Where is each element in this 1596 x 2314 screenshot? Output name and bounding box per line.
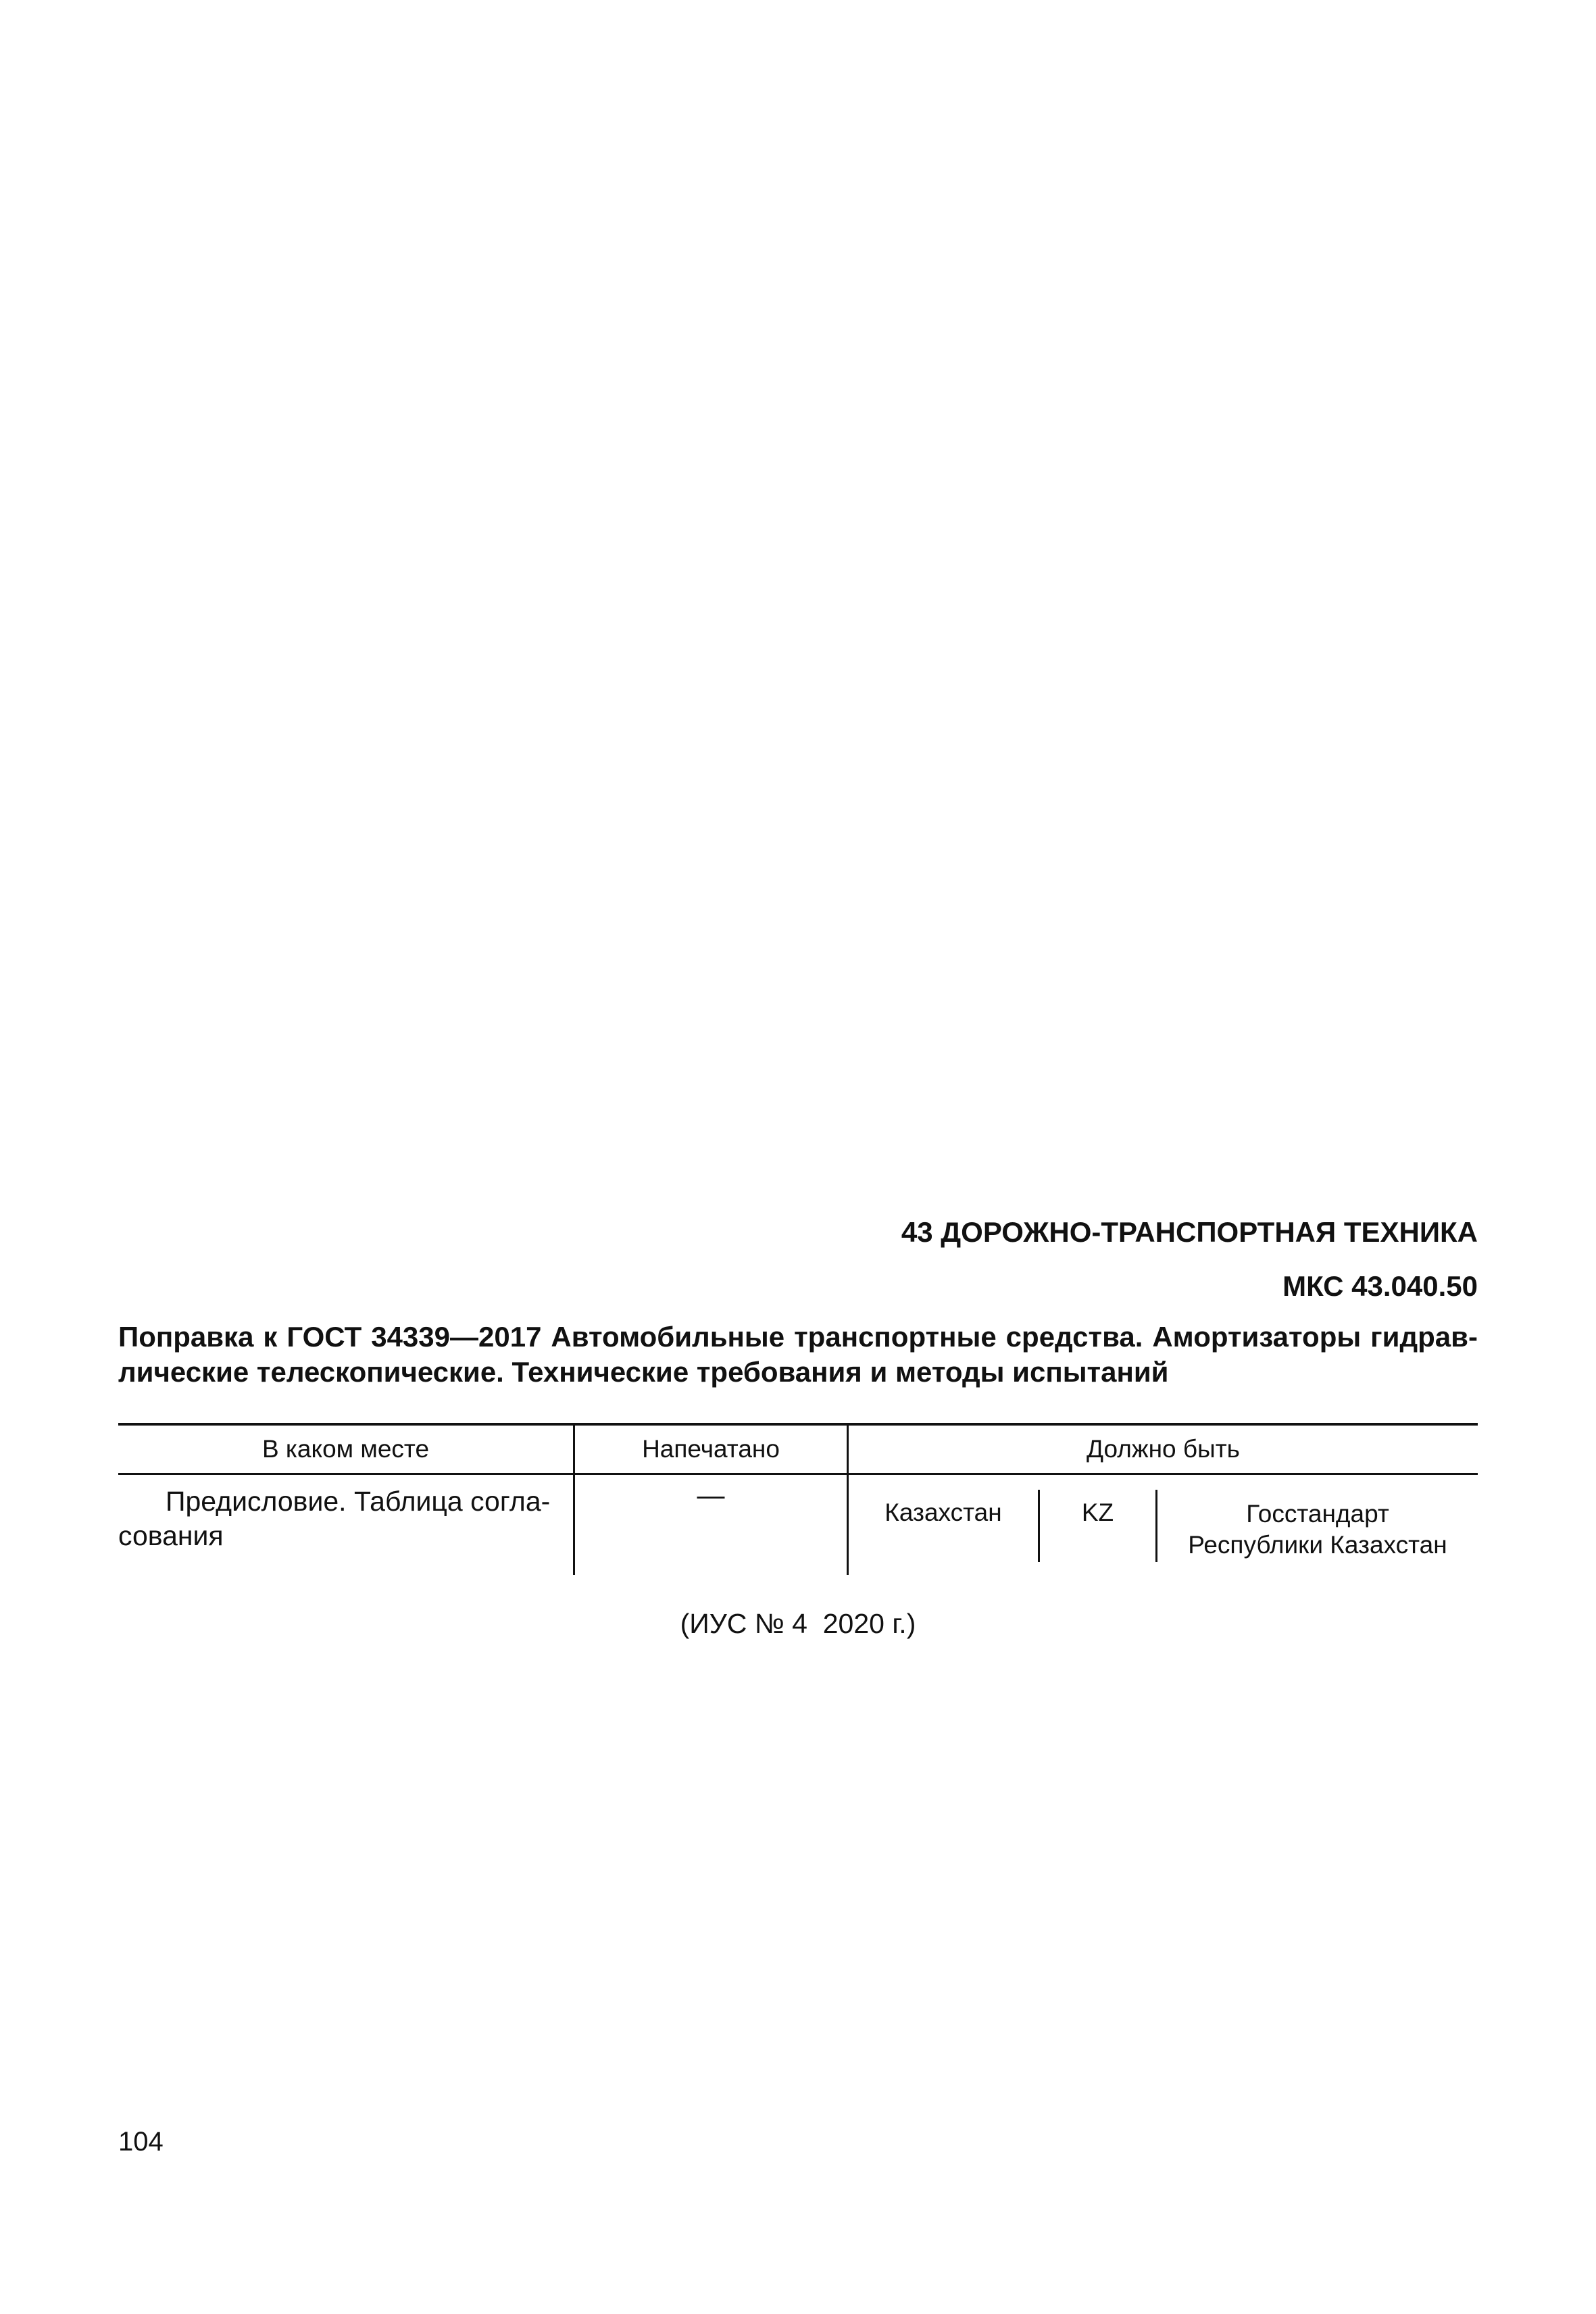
cell-place-line: Предисловие. Таблица согла- xyxy=(166,1486,551,1517)
cell-place xyxy=(118,1484,551,1553)
cell-body-line: Республики Казахстан xyxy=(1188,1531,1447,1559)
mks-code: МКС 43.040.50 xyxy=(1282,1270,1478,1302)
cell-body-line: Госстандарт xyxy=(1246,1500,1389,1528)
column-header-place: В каком месте xyxy=(261,1435,430,1463)
cell-place-line: сования xyxy=(118,1520,224,1551)
column-header-printed: Напечатано xyxy=(642,1435,780,1463)
page-number: 104 xyxy=(118,2127,164,2157)
table-header-rule xyxy=(118,1473,1478,1475)
cell-standards-body xyxy=(1157,1499,1478,1561)
column-header-should-be: Должно быть xyxy=(1087,1435,1240,1463)
ius-note: (ИУС № 4 2020 г.) xyxy=(680,1608,916,1639)
amendment-title: Поправка к ГОСТ 34339—2017 Автомобильные транспортные средства. Амортизаторы гидравлические телескопические. Технические требования и методы испытаний xyxy=(118,1321,1478,1388)
cell-country-code: KZ xyxy=(1081,1499,1114,1526)
section-heading: 43 ДОРОЖНО-ТРАНСПОРТНАЯ ТЕХНИКА xyxy=(901,1216,1478,1248)
cell-printed: — xyxy=(697,1480,725,1511)
cell-country: Казахстан xyxy=(884,1499,1002,1526)
table-top-rule xyxy=(118,1423,1478,1426)
